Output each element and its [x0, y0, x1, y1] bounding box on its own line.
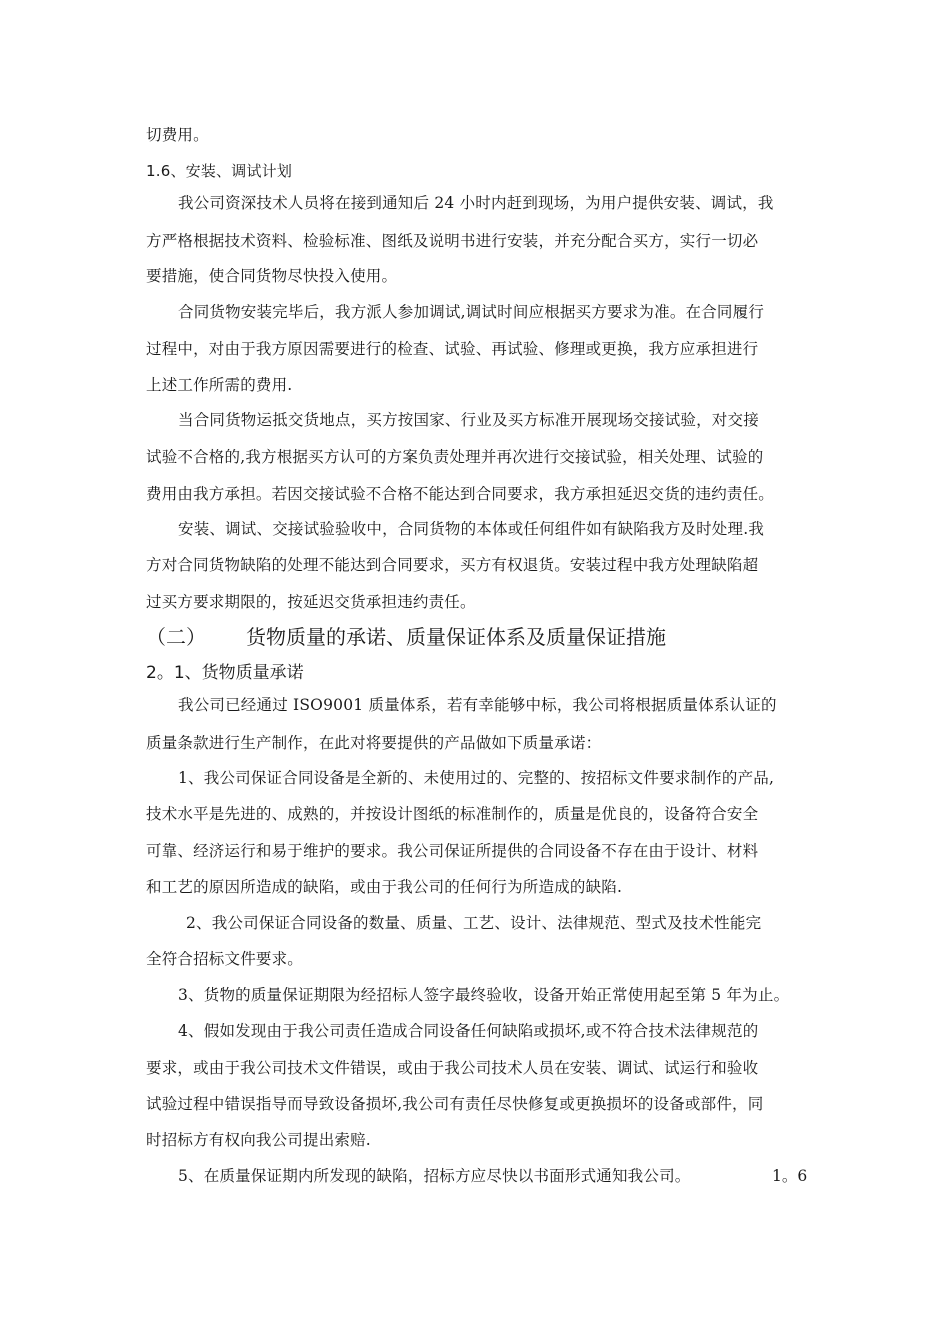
body-line: 要措施，使合同货物尽快投入使用。 — [146, 267, 398, 285]
body-line: 安装、调试、交接试验验收中，合同货物的本体或任何组件如有缺陷我方及时处理.我 — [178, 520, 765, 538]
body-line: 我公司已经通过 ISO9001 质量体系，若有幸能够中标，我公司将根据质量体系认证的 — [178, 696, 777, 714]
body-line: 方对合同货物缺陷的处理不能达到合同要求，买方有权退货。安装过程中我方处理缺陷超 — [146, 556, 759, 574]
body-line: 我公司资深技术人员将在接到通知后 24 小时内赶到现场，为用户提供安装、调试，我 — [178, 194, 774, 212]
trailing-section-ref: 1。6 — [772, 1167, 808, 1185]
body-line: 要求，或由于我公司技术文件错误，或由于我公司技术人员在安装、调试、试运行和验收 — [146, 1059, 759, 1077]
section-heading-2 — [146, 623, 666, 651]
body-line: 技术水平是先进的、成熟的，并按设计图纸的标准制作的，质量是优良的，设备符合安全 — [146, 805, 759, 823]
body-line: 全符合招标文件要求。 — [146, 950, 304, 968]
section-number: （二） — [146, 625, 206, 649]
body-line: 试验过程中错误指导而导致设备损坏,我公司有责任尽快修复或更换损坏的设备或部件，同 — [146, 1095, 764, 1113]
body-line: 和工艺的原因所造成的缺陷，或由于我公司的任何行为所造成的缺陷. — [146, 878, 623, 896]
body-line: 上述工作所需的费用. — [146, 376, 293, 394]
body-line: 切费用。 — [146, 126, 209, 144]
body-line: 3、货物的质量保证期限为经招标人签字最终验收，设备开始正常使用起至第 5 年为止。 — [178, 986, 790, 1004]
body-line: 试验不合格的,我方根据买方认可的方案负责处理并再次进行交接试验，相关处理、试验的 — [146, 448, 764, 466]
section-heading-1-6: 1.6、安装、调试计划 — [146, 162, 293, 180]
body-line: 合同货物安装完毕后，我方派人参加调试,调试时间应根据买方要求为准。在合同履行 — [178, 303, 765, 321]
body-line: 5、在质量保证期内所发现的缺陷，招标方应尽快以书面形式通知我公司。 — [178, 1167, 691, 1185]
body-line: 质量条款进行生产制作，在此对将要提供的产品做如下质量承诺： — [146, 734, 602, 752]
body-line: 时招标方有权向我公司提出索赔. — [146, 1131, 371, 1149]
body-line: 费用由我方承担。若因交接试验不合格不能达到合同要求，我方承担延迟交货的违约责任。 — [146, 485, 775, 503]
body-line: 过程中，对由于我方原因需要进行的检查、试验、再试验、修理或更换，我方应承担进行 — [146, 340, 759, 358]
section-title: 货物质量的承诺、质量保证体系及质量保证措施 — [246, 625, 666, 649]
body-line: 1、我公司保证合同设备是全新的、未使用过的、完整的、按招标文件要求制作的产品, — [178, 769, 775, 787]
body-line: 方严格根据技术资料、检验标准、图纸及说明书进行安装，并充分配合买方，实行一切必 — [146, 232, 759, 250]
body-line: 当合同货物运抵交货地点，买方按国家、行业及买方标准开展现场交接试验，对交接 — [178, 411, 759, 429]
body-line: 4、假如发现由于我公司责任造成合同设备任何缺陷或损坏,或不符合技术法律规范的 — [178, 1022, 759, 1040]
body-line: 过买方要求期限的，按延迟交货承担违约责任。 — [146, 593, 476, 611]
section-heading-2-1: 2。1、货物质量承诺 — [146, 663, 304, 683]
body-line: 2、我公司保证合同设备的数量、质量、工艺、设计、法律规范、型式及技术性能完 — [186, 914, 762, 932]
body-line: 可靠、经济运行和易于维护的要求。我公司保证所提供的合同设备不存在由于设计、材料 — [146, 842, 759, 860]
